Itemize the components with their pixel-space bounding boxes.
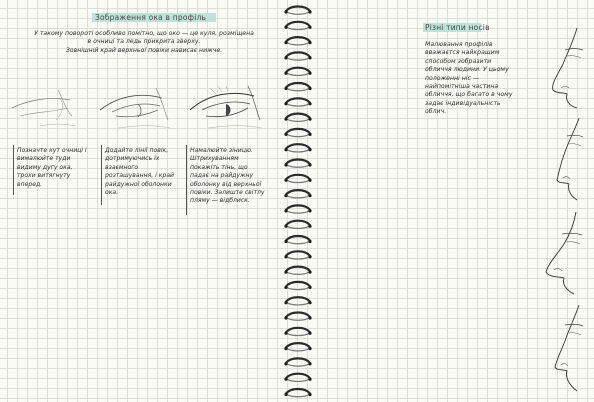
spiral-hole (308, 378, 311, 381)
spiral-ring (286, 282, 310, 287)
spiral-ring (286, 98, 310, 103)
spiral-hole (284, 286, 287, 289)
spiral-ring (286, 129, 310, 134)
spiral-hole (284, 347, 287, 350)
spiral-hole (308, 209, 311, 212)
spiral-hole (284, 362, 287, 365)
spiral-hole (308, 240, 311, 243)
spiral-ring-back (287, 58, 309, 60)
spiral-ring-back (287, 364, 309, 366)
spiral-hole (308, 148, 311, 151)
spiral-ring (286, 83, 310, 88)
spiral-ring (286, 160, 310, 165)
right-page-text: Малювання профілів вважаєтся найкращим способом зобразити обличчя людини. У цьому положенні ніс — найпомітніша частина обличчя, що багато в чому задає індивідуальність облич. (425, 41, 513, 116)
spiral-hole (284, 148, 287, 151)
spiral-hole (308, 255, 311, 258)
spiral-hole (308, 225, 311, 228)
spiral-ring-back (287, 73, 309, 75)
spiral-ring-back (287, 272, 309, 274)
spiral-ring-back (287, 27, 309, 29)
eye-sketch-2 (98, 84, 178, 136)
nose-profile-3 (532, 212, 584, 302)
step-2-rule (101, 145, 102, 205)
spiral-ring (286, 68, 310, 73)
spiral-hole (308, 72, 311, 75)
spiral-ring (286, 144, 310, 149)
spiral-hole (308, 393, 311, 396)
spiral-ring-back (287, 395, 309, 397)
right-page-title: Різні типи носів (425, 23, 490, 32)
spiral-hole (308, 271, 311, 274)
spiral-ring-back (287, 303, 309, 305)
spiral-ring (286, 374, 310, 379)
spiral-hole (284, 271, 287, 274)
spiral-hole (284, 301, 287, 304)
spiral-hole (284, 118, 287, 121)
spiral-ring-back (287, 119, 309, 121)
spiral-hole (308, 316, 311, 319)
spiral-ring-back (287, 165, 309, 167)
nose-profile-2 (535, 118, 585, 208)
spiral-hole (284, 87, 287, 90)
spiral-hole (284, 194, 287, 197)
step-2-text: Додайте лінії повік, дотримуючись їх взаємного розташування, і край райдужної оболонки ока. (105, 147, 175, 197)
spiral-hole (308, 56, 311, 59)
step-1-text: Позначте кут очниці і вималюйте туди видиму дугу ока, трохи витягнуту вперед. (17, 147, 87, 188)
spiral-ring-back (287, 257, 309, 259)
spiral-binding (283, 0, 313, 402)
spiral-hole (284, 163, 287, 166)
spiral-ring-back (287, 242, 309, 244)
spiral-hole (284, 255, 287, 258)
spiral-ring-back (287, 318, 309, 320)
spiral-ring-back (287, 287, 309, 289)
left-page-title: Зображення ока в профіль (95, 13, 207, 22)
spiral-ring (286, 190, 310, 195)
spiral-ring-back (287, 379, 309, 381)
spiral-hole (308, 194, 311, 197)
spiral-hole (308, 301, 311, 304)
spiral-ring (286, 389, 310, 394)
spiral-ring (286, 37, 310, 42)
spiral-ring-back (287, 196, 309, 198)
spiral-hole (284, 72, 287, 75)
spiral-ring (286, 328, 310, 333)
spiral-hole (284, 225, 287, 228)
spiral-ring (286, 267, 310, 272)
spiral-ring (286, 313, 310, 318)
spiral-ring (286, 175, 310, 180)
spiral-hole (308, 133, 311, 136)
nose-profile-4 (535, 305, 585, 397)
spiral-hole (284, 240, 287, 243)
spiral-hole (308, 179, 311, 182)
spiral-hole (284, 332, 287, 335)
spiral-hole (284, 133, 287, 136)
step-3-rule (186, 145, 187, 215)
eye-sketch-3 (188, 80, 270, 136)
spiral-hole (308, 362, 311, 365)
spiral-ring-back (287, 43, 309, 45)
spiral-ring (286, 236, 310, 241)
spiral-hole (284, 209, 287, 212)
left-intro: У такому повороті особливо помітно, що око — це куля, розміщена в очниці та ледь прикрита зверху. Зовнішній край верхньої повіки нависає нижче. (34, 30, 254, 54)
spiral-ring-back (287, 211, 309, 213)
spiral-hole (308, 87, 311, 90)
step-1-rule (13, 145, 14, 195)
spiral-ring (286, 297, 310, 302)
spiral-ring-back (287, 226, 309, 228)
spiral-hole (284, 316, 287, 319)
spiral-ring-back (287, 89, 309, 91)
spiral-hole (308, 347, 311, 350)
spiral-hole (308, 10, 311, 13)
spiral-hole (308, 26, 311, 29)
spiral-hole (284, 179, 287, 182)
spiral-hole (284, 393, 287, 396)
spiral-ring (286, 114, 310, 119)
spiral-hole (284, 26, 287, 29)
spiral-ring (286, 52, 310, 57)
spiral-hole (308, 102, 311, 105)
eye-sketch-1 (10, 86, 85, 136)
spiral-ring (286, 358, 310, 363)
spiral-hole (308, 163, 311, 166)
spiral-ring (286, 251, 310, 256)
spiral-ring-back (287, 134, 309, 136)
spiral-ring-back (287, 333, 309, 335)
spiral-hole (308, 41, 311, 44)
spiral-ring (286, 343, 310, 348)
spiral-ring-back (287, 12, 309, 14)
spiral-hole (284, 10, 287, 13)
spiral-ring (286, 205, 310, 210)
spiral-hole (284, 41, 287, 44)
nose-profile-1 (535, 28, 585, 118)
spiral-ring (286, 221, 310, 226)
spiral-hole (308, 286, 311, 289)
spiral-hole (284, 378, 287, 381)
spiral-ring-back (287, 104, 309, 106)
spiral-ring (286, 22, 310, 27)
spiral-hole (308, 118, 311, 121)
spiral-ring-back (287, 349, 309, 351)
spiral-hole (284, 102, 287, 105)
spiral-hole (308, 332, 311, 335)
spiral-ring-back (287, 150, 309, 152)
step-3-text: Намалюйте зіницю. Штрихуванням покажіть тінь, що падає на райдужну оболонку від верхньої повіки. Залиште світлу пляму — відблиск. (190, 147, 265, 205)
spiral-ring-back (287, 180, 309, 182)
spiral-ring (286, 7, 310, 12)
spiral-hole (284, 56, 287, 59)
